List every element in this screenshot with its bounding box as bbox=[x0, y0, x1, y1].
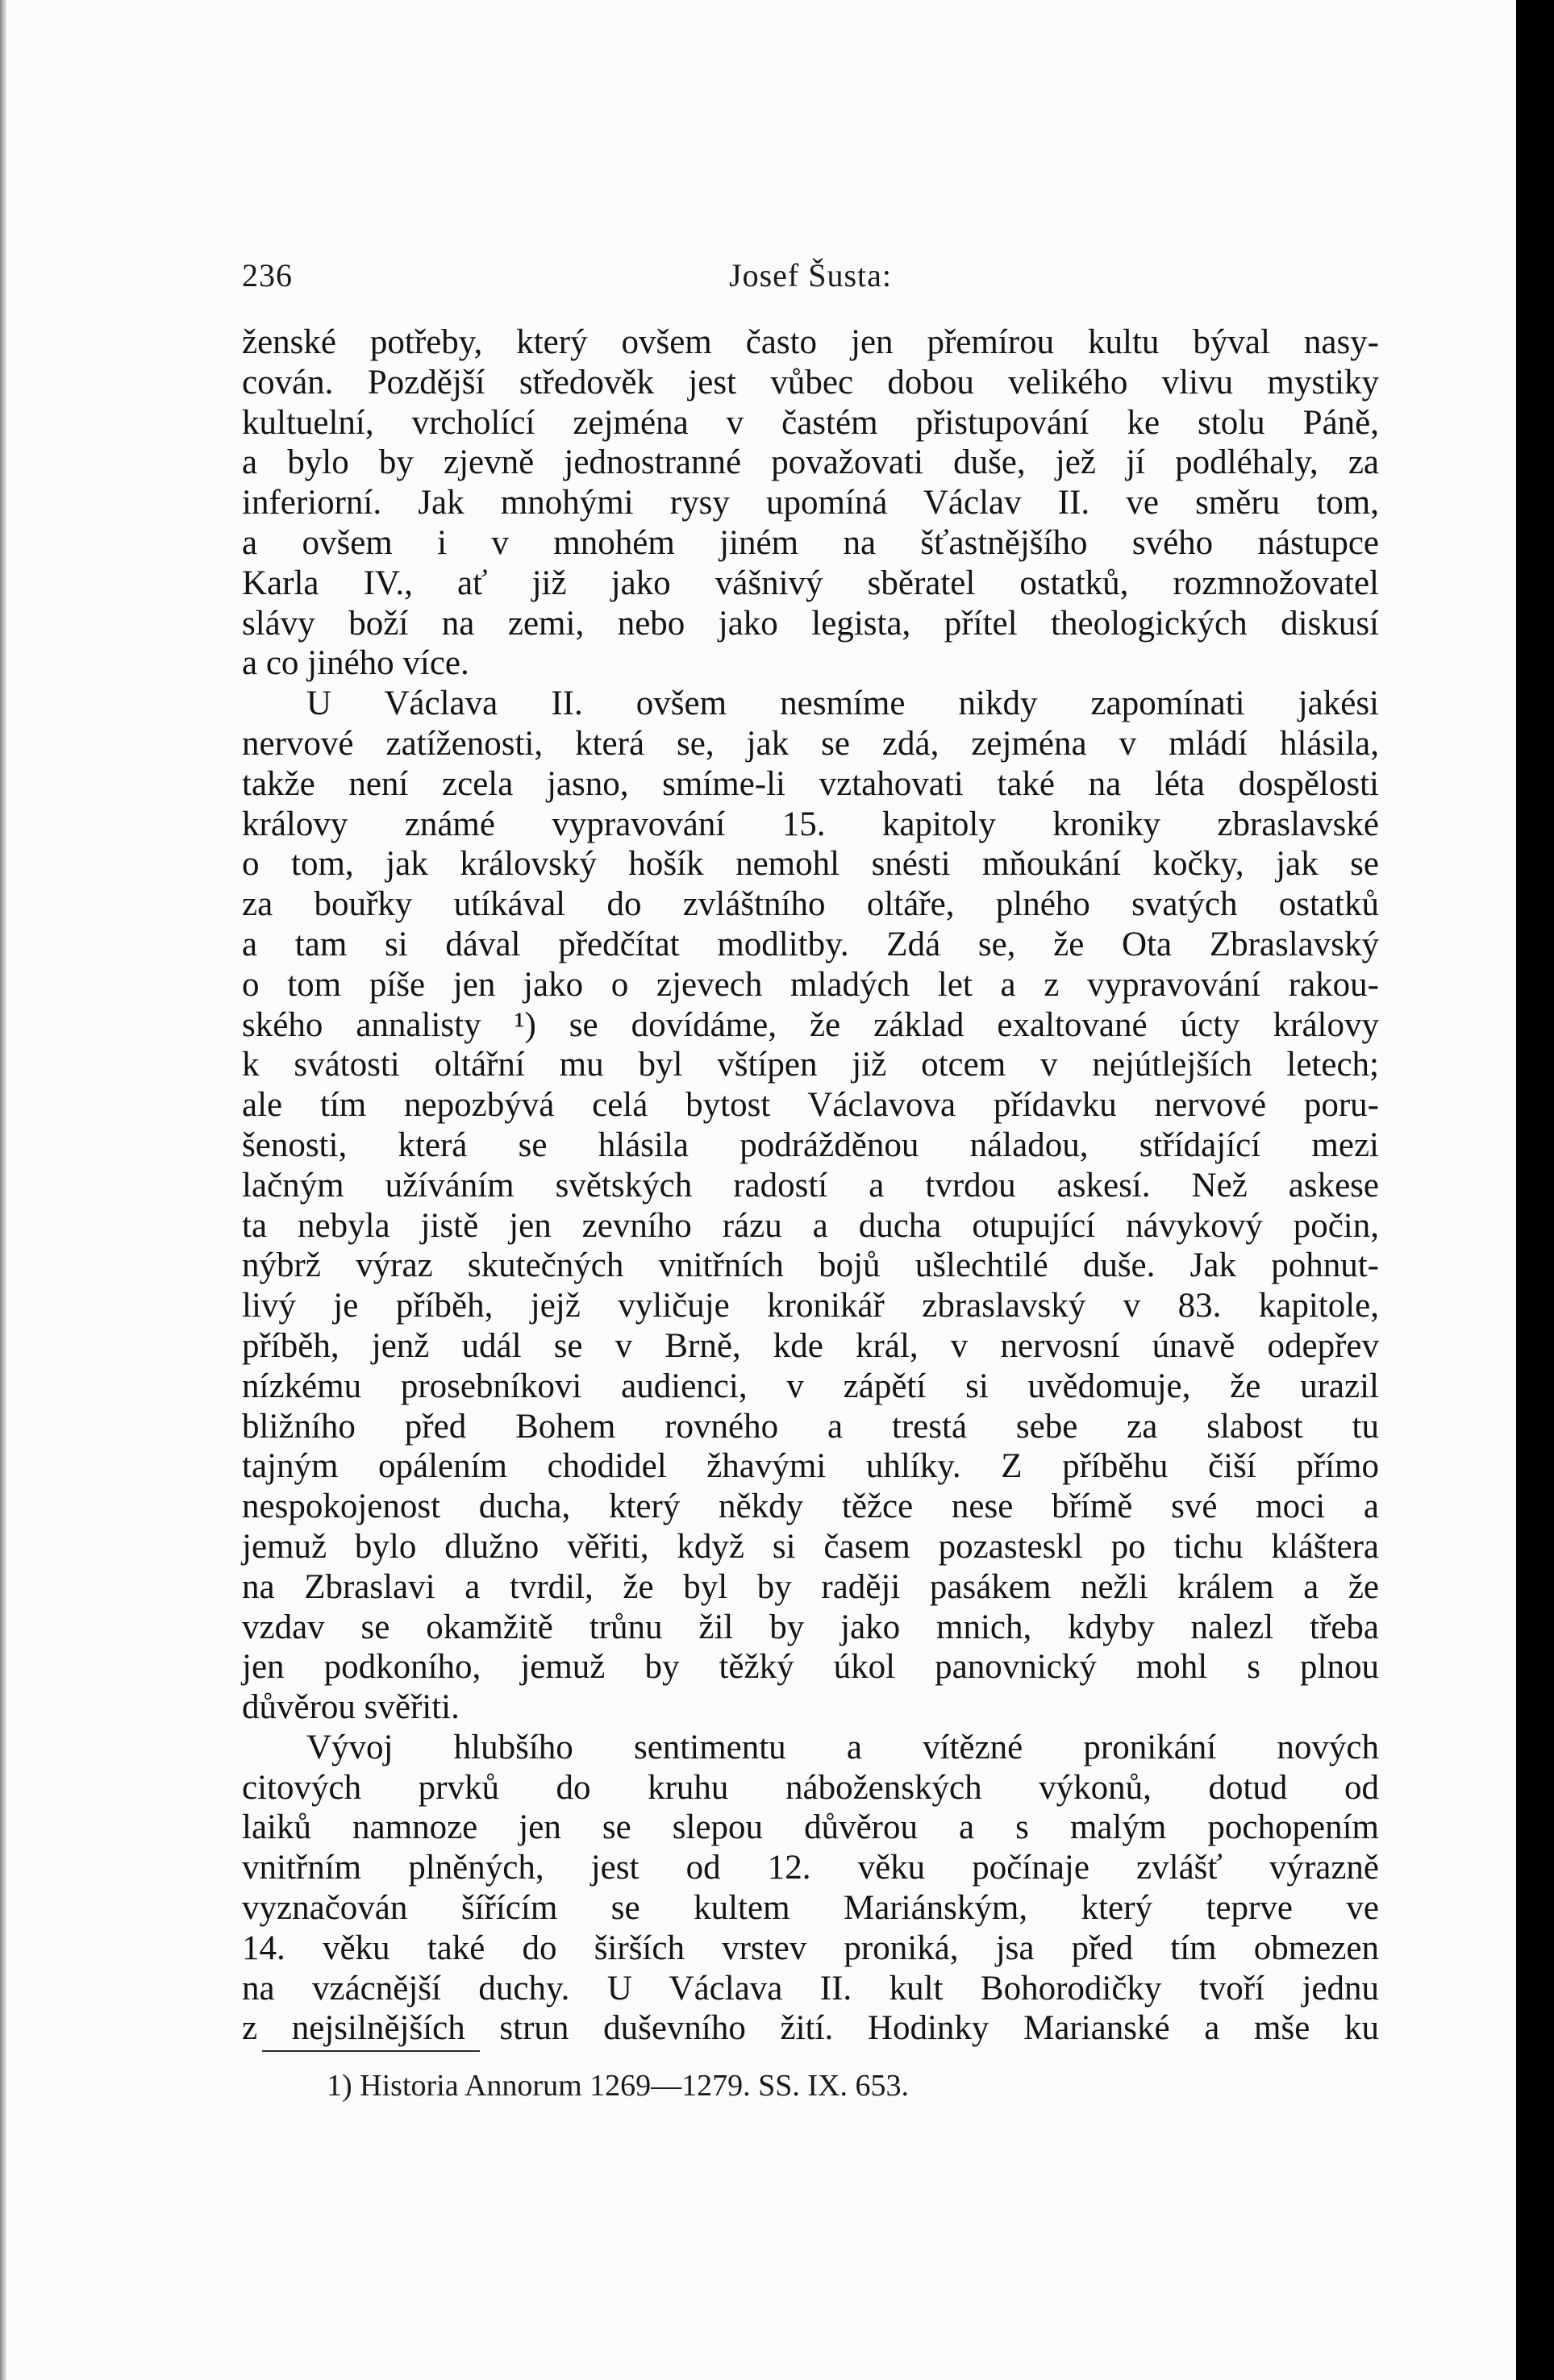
text-line: citových prvků do kruhu náboženských výkonů, dotud od bbox=[242, 1768, 1379, 1807]
text-line: lačným užíváním světských radostí a tvrdou askesí. Než askese bbox=[242, 1166, 1379, 1205]
text-line: a tam si dával předčítat modlitby. Zdá se, že Ota Zbraslavský bbox=[242, 925, 1379, 963]
body-text bbox=[242, 322, 1379, 2049]
text-line: U Václava II. ovšem nesmíme nikdy zapomínati jakési bbox=[306, 684, 1379, 723]
text-line: šenosti, která se hlásila podrážděnou náladou, střídající mezi bbox=[242, 1126, 1379, 1164]
text-line: cován. Pozdější středověk jest vůbec dobou velikého vlivu mystiky bbox=[242, 363, 1379, 402]
text-line: jen podkoního, jemuž by těžký úkol panovnický mohl s plnou bbox=[242, 1648, 1379, 1687]
text-line: královy známé vypravování 15. kapitoly kroniky zbraslavské bbox=[242, 805, 1379, 843]
text-line: za bouřky utíkával do zvláštního oltáře, plného svatých ostatků bbox=[242, 885, 1379, 924]
text-line: k svátosti oltářní mu byl vštípen již otcem v nejútlejších letech; bbox=[242, 1046, 1379, 1084]
text-line: laiků namnoze jen se slepou důvěrou a s malým pochopením bbox=[242, 1808, 1379, 1847]
footnote-divider bbox=[262, 2050, 480, 2052]
text-line: jemuž bylo dlužno věřiti, když si časem pozasteskl po tichu kláštera bbox=[242, 1527, 1379, 1566]
text-line: na Zbraslavi a tvrdil, že byl by raději pasákem nežli králem a že bbox=[242, 1567, 1379, 1606]
text-line: příběh, jenž udál se v Brně, kde král, v nervosní únavě odepřev bbox=[242, 1326, 1379, 1365]
footnote-text: Historia Annorum 1269—1279. SS. IX. 653. bbox=[360, 2069, 910, 2103]
text-line: o tom píše jen jako o zjevech mladých let a z vypravování rakou- bbox=[242, 965, 1379, 1004]
text-line: důvěrou svěřiti. bbox=[242, 1688, 460, 1727]
text-line: ale tím nepozbývá celá bytost Václavova přídavku nervové poru- bbox=[242, 1086, 1379, 1125]
footnote bbox=[327, 2067, 909, 2104]
paragraph bbox=[242, 322, 1379, 684]
text-line: ženské potřeby, který ovšem často jen přemírou kultu býval nasy- bbox=[242, 323, 1379, 361]
text-line: ského annalisty ¹) se dovídáme, že základ exaltované úcty královy bbox=[242, 1005, 1379, 1044]
text-line: slávy boží na zemi, nebo jako legista, přítel theologických diskusí bbox=[242, 604, 1379, 643]
text-line: nervové zatíženosti, která se, jak se zdá, zejména v mládí hlásila, bbox=[242, 724, 1379, 763]
text-line: takže není zcela jasno, smíme-li vztahovati také na léta dospělosti bbox=[242, 764, 1379, 803]
text-line: bližního před Bohem rovného a trestá sebe za slabost tu bbox=[242, 1407, 1379, 1446]
footnote-marker: 1) bbox=[327, 2069, 352, 2103]
text-line: a ovšem i v mnohém jiném na šťastnějšího svého nástupce bbox=[242, 523, 1379, 562]
text-line: vzdav se okamžitě trůnu žil by jako mnich, kdyby nalezl třeba bbox=[242, 1608, 1379, 1646]
text-line: ta nebyla jistě jen zevního rázu a ducha otupující návykový počin, bbox=[242, 1206, 1379, 1245]
text-line: nýbrž výraz skutečných vnitřních bojů ušlechtilé duše. Jak pohnut- bbox=[242, 1246, 1379, 1285]
text-line: na vzácnější duchy. U Václava II. kult Bohorodičky tvoří jednu bbox=[242, 1969, 1379, 2008]
text-line: a co jiného více. bbox=[242, 644, 469, 683]
paragraph bbox=[242, 684, 1379, 1728]
text-line: nespokojenost ducha, který někdy těžce nese břímě své moci a bbox=[242, 1488, 1379, 1526]
page-number: 236 bbox=[242, 257, 293, 293]
text-line: o tom, jak královský hošík nemohl snésti mňoukání kočky, jak se bbox=[242, 845, 1379, 884]
text-line: livý je příběh, jejž vyličuje kronikář zbraslavský v 83. kapitole, bbox=[242, 1287, 1379, 1325]
page-edge-shadow bbox=[0, 0, 6, 2380]
text-line: Vývoj hlubšího sentimentu a vítězné pronikání nových bbox=[306, 1728, 1379, 1766]
text-line: inferiorní. Jak mnohými rysy upomíná Václav II. ve směru tom, bbox=[242, 484, 1379, 522]
text-line: vyznačován šířícím se kultem Mariánským, který teprve ve bbox=[242, 1889, 1379, 1928]
running-head: Josef Šusta: bbox=[729, 257, 892, 293]
text-line: Karla IV., ať již jako vášnivý sběratel ostatků, rozmnožovatel bbox=[242, 564, 1379, 602]
paragraph bbox=[242, 1728, 1379, 2049]
text-line: kultuelní, vrcholící zejména v častém přistupování ke stolu Páně, bbox=[242, 403, 1379, 442]
text-line: vnitřním plněných, jest od 12. věku počínaje zvlášť výrazně bbox=[242, 1849, 1379, 1887]
text-line: z nejsilnějších strun duševního žití. Hodinky Marianské a mše ku bbox=[242, 2009, 1379, 2048]
text-line: nízkému prosebníkovi audienci, v zápětí si uvědomuje, že urazil bbox=[242, 1367, 1379, 1405]
text-line: a bylo by zjevně jednostranné považovati duše, jež jí podléhaly, za bbox=[242, 443, 1379, 482]
text-line: 14. věku také do širších vrstev proniká, jsa před tím obmezen bbox=[242, 1929, 1379, 1967]
text-line: tajným opálením chodidel žhavými uhlíky. Z příběhu čiší přímo bbox=[242, 1447, 1379, 1486]
page-header bbox=[242, 256, 1379, 305]
